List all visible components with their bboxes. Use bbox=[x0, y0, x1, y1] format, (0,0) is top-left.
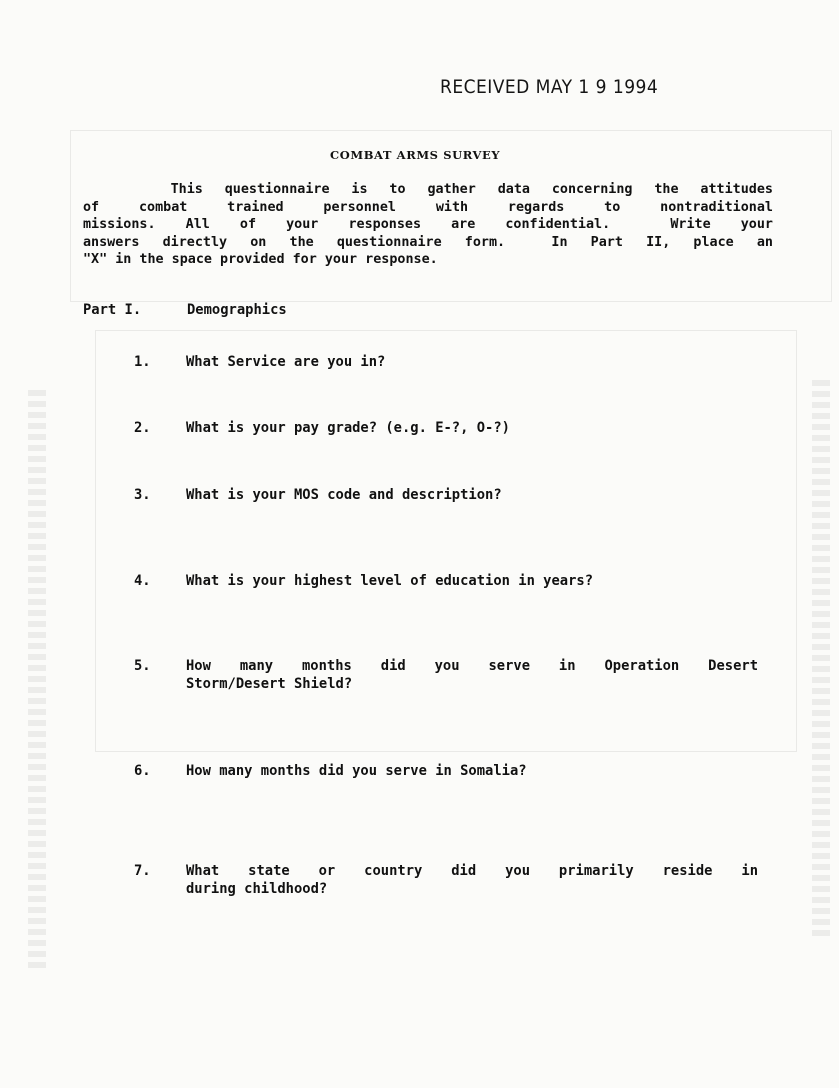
question-number: 4. bbox=[134, 573, 151, 589]
intro-line: "X" in the space provided for your response. bbox=[83, 252, 438, 267]
question-text: What state or country did you primarily reside in bbox=[186, 863, 758, 879]
intro-line: missions. All of your responses are confidential. Write your bbox=[83, 217, 773, 232]
question-text: What Service are you in? bbox=[186, 354, 386, 370]
intro-line: answers directly on the questionnaire form. In Part II, place an bbox=[83, 234, 773, 250]
question-number: 6. bbox=[134, 763, 151, 779]
intro-line: of combat trained personnel with regards to nontraditional bbox=[83, 199, 773, 215]
part-label: Part I. bbox=[83, 302, 142, 318]
question-text: What is your highest level of education in years? bbox=[186, 573, 594, 589]
question-text: during childhood? bbox=[186, 881, 328, 897]
part-section-title: Demographics bbox=[187, 302, 287, 318]
intro-paragraph bbox=[83, 181, 773, 269]
question-text: How many months did you serve in Operation Desert bbox=[186, 658, 758, 674]
question-text: What is your pay grade? (e.g. E-?, O-?) bbox=[186, 420, 510, 436]
part-heading bbox=[83, 302, 287, 318]
question-number: 7. bbox=[134, 863, 151, 879]
question-text: What is your MOS code and description? bbox=[186, 487, 502, 503]
question-text: Storm/Desert Shield? bbox=[186, 676, 353, 692]
intro-line: This questionnaire is to gather data concerning the attitudes bbox=[83, 182, 773, 197]
received-stamp: RECEIVED MAY 1 9 1994 bbox=[440, 76, 659, 98]
survey-title: COMBAT ARMS SURVEY bbox=[330, 148, 501, 162]
question-number: 2. bbox=[134, 420, 151, 436]
question-number: 3. bbox=[134, 487, 151, 503]
question-number: 5. bbox=[134, 658, 151, 674]
question-text: How many months did you serve in Somalia? bbox=[186, 763, 527, 779]
question-number: 1. bbox=[134, 354, 151, 370]
